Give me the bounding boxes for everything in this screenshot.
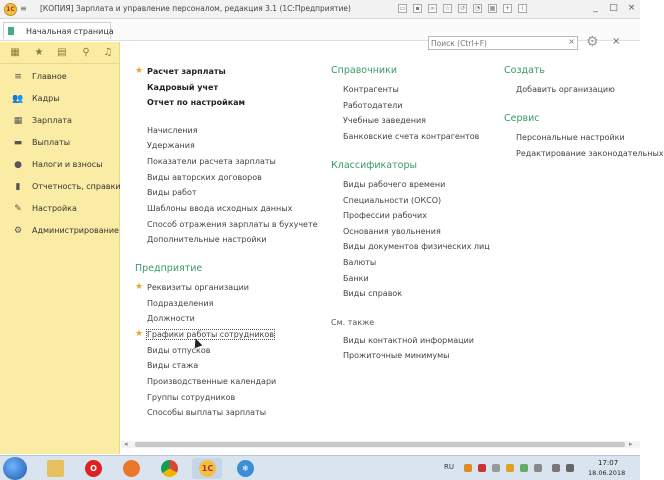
- search-input[interactable]: [429, 37, 561, 49]
- link-dismissal-grounds[interactable]: Основания увольнения: [343, 227, 441, 236]
- favorite-star-icon[interactable]: ★: [135, 282, 144, 292]
- sidebar-item-label: Отчетность, справки: [32, 182, 121, 191]
- link-counterparty-bank-accounts[interactable]: Банковские счета контрагентов: [343, 132, 480, 141]
- link-production-calendars[interactable]: Производственные календари: [147, 377, 277, 386]
- tray-flag-icon[interactable]: [534, 464, 542, 472]
- coins-icon: ●: [14, 160, 22, 170]
- section-create: Создать: [504, 65, 546, 76]
- sidebar-item-reports[interactable]: [0, 177, 120, 197]
- save-icon[interactable]: ▪: [413, 4, 422, 13]
- link-input-templates[interactable]: Шаблоны ввода исходных данных: [147, 204, 293, 213]
- link-work-types[interactable]: Виды работ: [147, 188, 197, 197]
- network-icon[interactable]: [552, 464, 560, 472]
- opera-icon: O: [85, 460, 102, 477]
- chart-icon: ▮: [15, 182, 21, 192]
- maximize-button[interactable]: □: [609, 3, 618, 13]
- link-author-contract-types[interactable]: Виды авторских договоров: [147, 173, 262, 182]
- scroll-right-icon[interactable]: ▸: [629, 440, 633, 448]
- 1c-icon: 1С: [199, 460, 216, 477]
- app-logo-icon[interactable]: 1С: [4, 3, 17, 16]
- language-indicator[interactable]: RU: [444, 463, 454, 471]
- sidebar: [0, 42, 120, 454]
- title-toolbar: [398, 4, 527, 13]
- volume-icon[interactable]: [566, 464, 574, 472]
- favorite-star-icon[interactable]: ★: [135, 329, 144, 339]
- people-icon: 👥: [12, 94, 24, 104]
- sidebar-item-label: Кадры: [32, 94, 60, 103]
- sidebar-item-label: Администрирование: [32, 226, 119, 235]
- link-payment-methods[interactable]: Способы выплаты зарплаты: [147, 408, 267, 417]
- link-seniority-types[interactable]: Виды стажа: [147, 361, 199, 370]
- calculator-icon[interactable]: ▦: [489, 5, 496, 12]
- clock-time[interactable]: 17:07: [598, 459, 619, 467]
- link-add-organization[interactable]: Добавить организацию: [516, 85, 615, 94]
- link-counterparties[interactable]: Контрагенты: [343, 85, 399, 94]
- section-references: Справочники: [331, 65, 398, 76]
- see-also-label: См. также: [331, 318, 375, 327]
- gear-icon: ⚙: [13, 226, 23, 236]
- link-additional-settings[interactable]: Дополнительные настройки: [147, 235, 267, 244]
- sidebar-item-taxes[interactable]: [0, 155, 120, 175]
- link-currencies[interactable]: Валюты: [343, 258, 377, 267]
- tray-app-icon[interactable]: [506, 464, 514, 472]
- link-id-document-types[interactable]: Виды документов физических лиц: [343, 242, 490, 251]
- wrench-icon: ✎: [14, 204, 22, 214]
- link-educational-institutions[interactable]: Учебные заведения: [343, 116, 426, 125]
- link-specialties[interactable]: Специальности (ОКСО): [343, 196, 442, 205]
- link-accounting-method[interactable]: Способ отражения зарплаты в бухучете: [147, 220, 318, 229]
- scroll-left-icon[interactable]: ◂: [124, 440, 128, 448]
- history-icon[interactable]: ▤: [57, 47, 67, 58]
- section-classifiers: Классификаторы: [331, 160, 417, 171]
- menu-icon: ≡: [14, 72, 22, 82]
- link-work-time-types[interactable]: Виды рабочего времени: [343, 180, 446, 189]
- start-button[interactable]: [3, 457, 27, 480]
- wallet-icon: ▬: [13, 138, 23, 148]
- taskbar-chrome[interactable]: [154, 458, 184, 479]
- sidebar-item-main[interactable]: [0, 67, 120, 87]
- link-banks[interactable]: Банки: [343, 274, 369, 283]
- scrollbar-thumb[interactable]: [135, 442, 625, 447]
- sidebar-item-salary[interactable]: [0, 111, 120, 131]
- tray-app-icon[interactable]: [478, 464, 486, 472]
- link-settings-report[interactable]: Отчет по настройкам: [147, 98, 246, 107]
- section-service: Сервис: [504, 113, 540, 124]
- grid-icon[interactable]: ▦: [10, 47, 20, 58]
- firefox-icon: [123, 460, 140, 477]
- clock-date[interactable]: 18.06.2018: [588, 469, 626, 477]
- sidebar-item-hr[interactable]: [0, 89, 120, 109]
- link-departments[interactable]: Подразделения: [147, 299, 214, 308]
- link-vacation-types[interactable]: Виды отпусков: [147, 346, 211, 355]
- snowflake-icon: ❄: [237, 460, 254, 477]
- home-tab-marker-icon: [8, 27, 14, 35]
- bell-icon[interactable]: ♫: [103, 47, 113, 58]
- sidebar-item-label: Настройка: [32, 204, 77, 213]
- link-organization-details[interactable]: Реквизиты организации: [147, 283, 249, 292]
- link-hr-records[interactable]: Кадровый учет: [147, 83, 219, 92]
- tab-home[interactable]: [3, 22, 114, 39]
- sidebar-toolbar: [0, 42, 120, 64]
- close-window-button[interactable]: ×: [627, 3, 636, 13]
- close-page-button[interactable]: ×: [612, 36, 621, 47]
- sidebar-item-settings[interactable]: [0, 199, 120, 219]
- link-icon[interactable]: ∞: [430, 5, 435, 12]
- link-employee-groups[interactable]: Группы сотрудников: [147, 393, 236, 402]
- link-work-schedules[interactable]: Графики работы сотрудников: [147, 330, 274, 339]
- sidebar-item-label: Налоги и взносы: [32, 160, 103, 169]
- link-legislation-editing[interactable]: Редактирование законодательных: [516, 149, 664, 158]
- favorite-star-icon[interactable]: ★: [135, 66, 144, 76]
- print-icon[interactable]: ▭: [399, 5, 406, 12]
- search-field[interactable]: [428, 36, 578, 50]
- info-icon[interactable]: i: [518, 4, 527, 13]
- calculator-icon: ▦: [13, 116, 23, 126]
- title-bar: [0, 0, 640, 19]
- history-icon[interactable]: ↺: [459, 5, 466, 12]
- taskbar-firefox[interactable]: [116, 458, 146, 479]
- link-salary-indicators[interactable]: Показатели расчета зарплаты: [147, 157, 276, 166]
- link-contact-info-types[interactable]: Виды контактной информации: [343, 336, 474, 345]
- link-worker-professions[interactable]: Профессии рабочих: [343, 211, 427, 220]
- favorites-star-icon[interactable]: ★: [34, 47, 44, 58]
- section-enterprise: Предприятие: [135, 263, 203, 274]
- star-icon[interactable]: ☆: [444, 5, 451, 12]
- sidebar-item-administration[interactable]: [0, 221, 120, 241]
- windows-taskbar: [0, 455, 640, 480]
- link-subsistence-minimums[interactable]: Прожиточные минимумы: [343, 351, 450, 360]
- link-positions[interactable]: Должности: [147, 314, 195, 323]
- menu-icon[interactable]: ≡: [20, 4, 27, 13]
- zoom-icon[interactable]: +: [504, 5, 511, 12]
- search-icon[interactable]: ⚲: [82, 47, 90, 58]
- taskbar-opera[interactable]: [78, 458, 108, 479]
- link-employers[interactable]: Работодатели: [343, 101, 403, 110]
- link-personal-settings[interactable]: Персональные настройки: [516, 133, 625, 142]
- folder-icon: [47, 460, 64, 477]
- taskbar-app[interactable]: [230, 458, 260, 479]
- tray-app-icon[interactable]: [464, 464, 472, 472]
- link-accruals[interactable]: Начисления: [147, 126, 198, 135]
- window-title: [КОПИЯ] Зарплата и управление персоналом, редакция 3.1 (1С:Предприятие): [40, 4, 351, 13]
- link-deductions[interactable]: Удержания: [147, 141, 195, 150]
- sidebar-item-label: Зарплата: [32, 116, 72, 125]
- chrome-icon: [161, 460, 178, 477]
- tab-home-label: Начальная страница: [26, 27, 114, 36]
- sidebar-item-label: Выплаты: [32, 138, 71, 147]
- minimize-button[interactable]: _: [593, 3, 598, 13]
- search-clear-icon[interactable]: ×: [568, 37, 575, 46]
- link-payroll-calculation[interactable]: Расчет зарплаты: [147, 67, 226, 76]
- sidebar-item-label: Главное: [32, 72, 67, 81]
- taskbar-explorer[interactable]: [40, 458, 70, 479]
- link-certificate-types[interactable]: Виды справок: [343, 289, 403, 298]
- tray-app-icon[interactable]: [492, 464, 500, 472]
- sidebar-item-payments[interactable]: [0, 133, 120, 153]
- bell-icon[interactable]: ◔: [474, 5, 481, 12]
- tray-app-icon[interactable]: [520, 464, 528, 472]
- settings-gear-icon[interactable]: ⚙: [586, 34, 599, 50]
- taskbar-1c[interactable]: [192, 458, 222, 479]
- horizontal-scrollbar[interactable]: [121, 441, 640, 448]
